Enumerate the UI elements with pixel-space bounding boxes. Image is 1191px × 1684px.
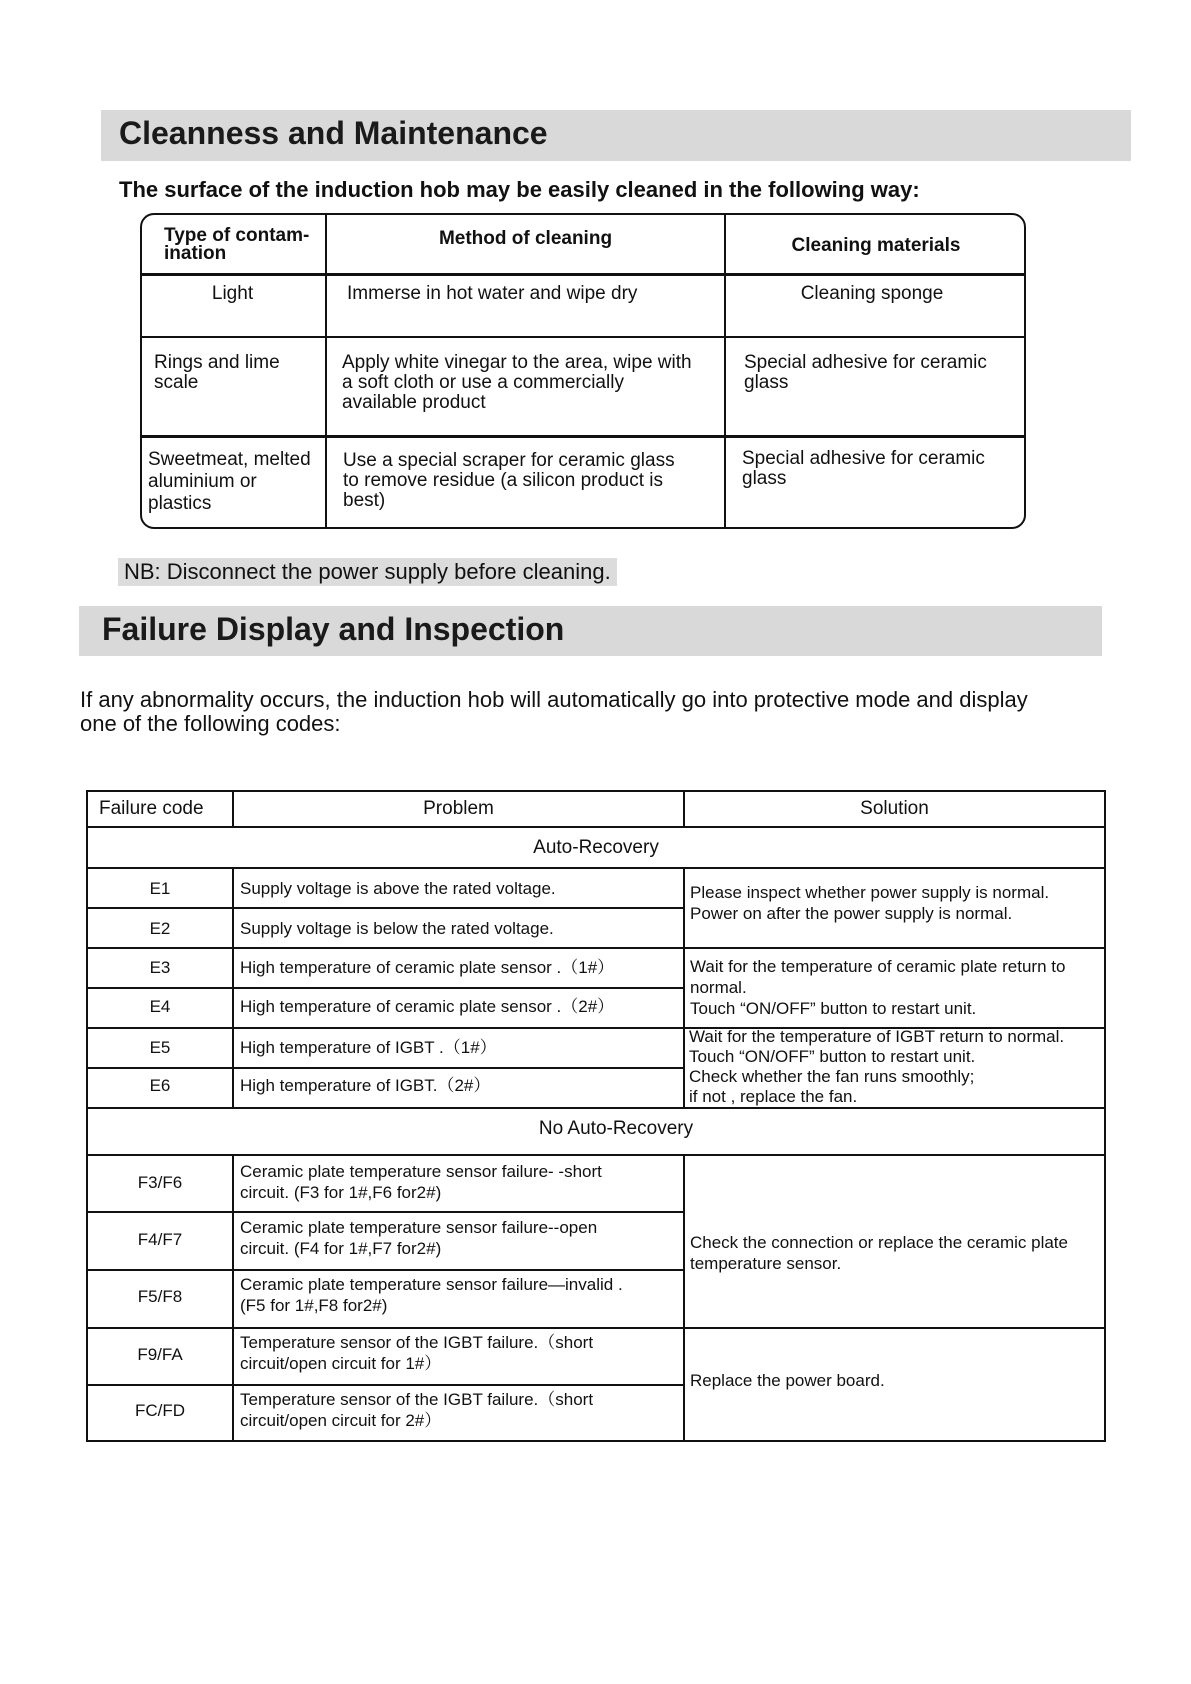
- failure-section-title: Failure Display and Inspection: [102, 611, 565, 647]
- header-contamination-type: Type of contam- ination: [164, 225, 310, 264]
- failure-table-rule: [88, 1211, 684, 1213]
- failure-table-rule: [88, 1384, 684, 1386]
- failure-code-cell: E4: [149, 997, 171, 1016]
- problem-cell: Supply voltage is above the rated voltage.: [240, 879, 556, 898]
- failure-code-cell: FC/FD: [134, 1401, 186, 1420]
- failure-code-cell: F3/F6: [137, 1173, 183, 1192]
- problem-cell: High temperature of ceramic plate sensor .（1#）: [240, 958, 615, 977]
- group-no-auto-recovery: No Auto-Recovery: [538, 1118, 694, 1139]
- header-cleaning-materials: Cleaning materials: [791, 235, 961, 256]
- cleaning-method-cell: Immerse in hot water and wipe dry: [347, 283, 638, 304]
- problem-cell: High temperature of IGBT .（1#）: [240, 1038, 497, 1057]
- failure-table-rule: [683, 867, 685, 1109]
- header-solution: Solution: [860, 798, 929, 819]
- failure-code-cell: F4/F7: [137, 1230, 183, 1249]
- contamination-type-cell: Rings and lime scale: [154, 352, 280, 393]
- failure-code-cell: E1: [149, 879, 171, 898]
- solution-cell: Check the connection or replace the ceramic plate temperature sensor.: [690, 1233, 1068, 1273]
- problem-cell: High temperature of IGBT.（2#）: [240, 1076, 491, 1095]
- failure-code-cell: F5/F8: [137, 1287, 183, 1306]
- cleaning-method-cell: Apply white vinegar to the area, wipe with a soft cloth or use a commercially available product: [342, 352, 692, 413]
- failure-table-rule: [88, 907, 684, 909]
- failure-table-rule: [88, 1154, 1104, 1156]
- cleaning-material-cell: Cleaning sponge: [800, 283, 944, 304]
- problem-cell: High temperature of ceramic plate sensor .（2#）: [240, 997, 615, 1016]
- cleaning-table-divider: [724, 215, 726, 527]
- failure-code-cell: E5: [149, 1038, 171, 1057]
- solution-cell: Wait for the temperature of IGBT return to normal. Touch “ON/OFF” button to restart unit. Check whether the fan runs smoothly; if not , replace the fan.: [689, 1027, 1065, 1106]
- failure-code-cell: E6: [149, 1076, 171, 1095]
- failure-table-rule: [88, 1269, 684, 1271]
- failure-code-table: [86, 790, 1106, 1442]
- solution-cell: Wait for the temperature of ceramic plate return to normal. Touch “ON/OFF” button to restart unit.: [690, 957, 1066, 1018]
- failure-table-rule: [88, 867, 1104, 869]
- failure-table-rule: [232, 867, 234, 1109]
- failure-table-rule: [88, 1067, 684, 1069]
- power-disconnect-note: NB: Disconnect the power supply before cleaning.: [118, 558, 617, 586]
- failure-code-cell: E2: [149, 919, 171, 938]
- solution-cell: Replace the power board.: [690, 1371, 885, 1390]
- problem-cell: Ceramic plate temperature sensor failure—invalid . (F5 for 1#,F8 for2#): [240, 1275, 623, 1315]
- cleaning-subtitle: The surface of the induction hob may be easily cleaned in the following way:: [119, 177, 920, 202]
- group-auto-recovery: Auto-Recovery: [533, 837, 659, 858]
- cleaning-table: [140, 213, 1026, 529]
- problem-cell: Temperature sensor of the IGBT failure.（short circuit/open circuit for 2#）: [240, 1390, 594, 1430]
- header-problem: Problem: [423, 798, 494, 819]
- header-failure-code: Failure code: [99, 798, 204, 819]
- problem-cell: Temperature sensor of the IGBT failure.（short circuit/open circuit for 1#）: [240, 1333, 594, 1373]
- cleaning-table-divider: [142, 336, 1024, 338]
- cleaning-table-divider: [142, 435, 1024, 438]
- failure-code-cell: F9/FA: [137, 1345, 183, 1364]
- contamination-type-cell: Sweetmeat, melted aluminium or plastics: [148, 449, 311, 514]
- solution-cell: Please inspect whether power supply is normal. Power on after the power supply is normal.: [690, 883, 1050, 923]
- failure-code-cell: E3: [149, 958, 171, 977]
- failure-table-rule: [88, 1107, 1104, 1109]
- cleaning-section-title: Cleanness and Maintenance: [119, 115, 548, 151]
- cleaning-material-cell: Special adhesive for ceramic glass: [744, 352, 987, 393]
- failure-table-rule: [88, 826, 1104, 828]
- failure-intro-text: If any abnormality occurs, the induction hob will automatically go into protective mode and display one of the following codes:: [80, 687, 1028, 736]
- failure-table-rule: [88, 947, 1104, 949]
- failure-table-rule: [683, 1154, 685, 1440]
- cleaning-method-cell: Use a special scraper for ceramic glass to remove residue (a silicon product is best): [343, 450, 675, 511]
- problem-cell: Ceramic plate temperature sensor failure- -short circuit. (F3 for 1#,F6 for2#): [240, 1162, 602, 1202]
- failure-table-rule: [88, 1327, 1104, 1329]
- contamination-type-cell: Light: [211, 283, 254, 304]
- failure-table-rule: [232, 1154, 234, 1440]
- cleaning-material-cell: Special adhesive for ceramic glass: [742, 448, 985, 489]
- failure-table-rule: [88, 987, 684, 989]
- problem-cell: Supply voltage is below the rated voltage.: [240, 919, 554, 938]
- cleaning-table-divider: [142, 273, 1024, 276]
- problem-cell: Ceramic plate temperature sensor failure--open circuit. (F4 for 1#,F7 for2#): [240, 1218, 598, 1258]
- header-cleaning-method: Method of cleaning: [438, 228, 613, 249]
